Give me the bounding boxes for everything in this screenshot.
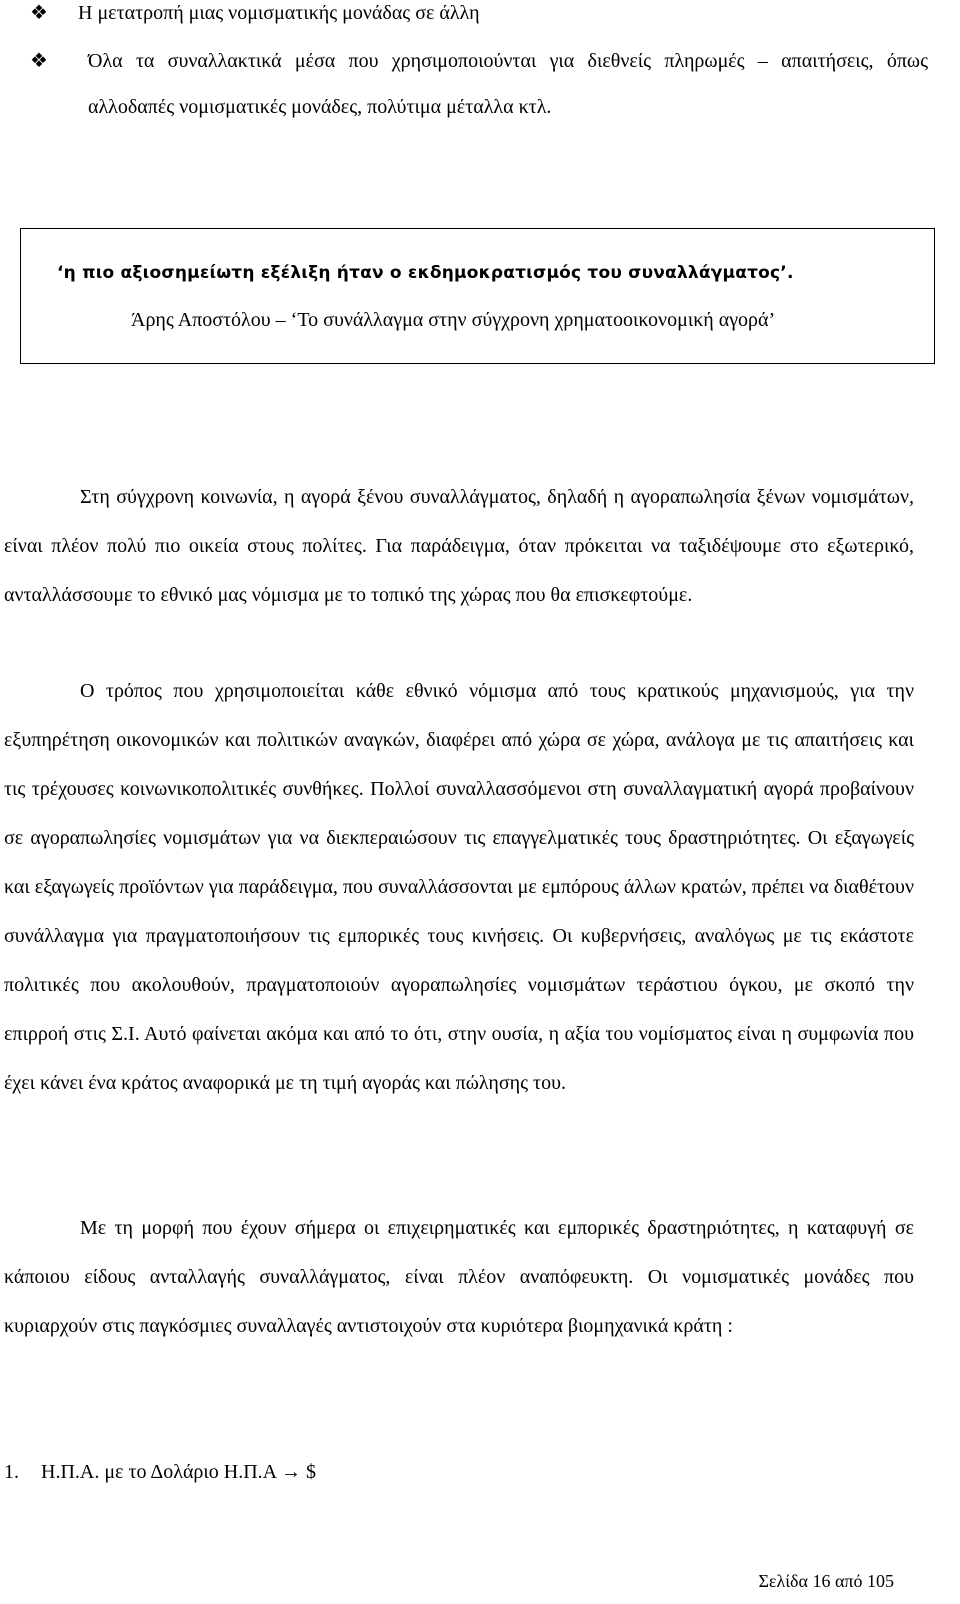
- paragraph-text: Στη σύγχρονη κοινωνία, η αγορά ξένου συναλλάγματος, δηλαδή η αγοραπωλησία ξένων νομισμάτων, είναι πλέον πολύ πιο οικεία στους πολίτες. Για παράδειγμα, όταν πρόκειται να ταξιδέψουμε στο εξωτερικό, ανταλλάσσουμε το εθνικό μας νόμισμα με το τοπικό της χώρας που θα επισκεφτούμε.: [4, 486, 914, 606]
- paragraph: [4, 473, 914, 620]
- quote-source: Άρης Αποστόλου – ‘Το συνάλλαγμα στην σύγχρονη χρηματοοικονομική αγορά’: [131, 309, 776, 331]
- quote-text: ‘η πιο αξιοσημείωτη εξέλιξη ήταν ο εκδημοκρατισμός του συναλλάγματος’.: [57, 263, 794, 283]
- list-number: 1.: [4, 1461, 19, 1483]
- page-footer: Σελίδα 16 από 105: [758, 1571, 894, 1591]
- bullet-item: [30, 0, 928, 36]
- paragraph: [4, 1204, 914, 1351]
- quote-box: [20, 228, 935, 364]
- list-text: Η.Π.Α. με το Δολάριο Η.Π.Α → $: [41, 1461, 317, 1483]
- paragraph: [4, 667, 914, 1108]
- paragraph-text: Με τη μορφή που έχουν σήμερα οι επιχειρηματικές και εμπορικές δραστηριότητες, η καταφυγή σε κάποιου είδους ανταλλαγής συναλλάγματος, είναι πλέον αναπόφευκτη. Οι νομισματικές μονάδες που κυριαρχούν στις παγκόσμιες συναλλαγές αντιστοιχούν στα κυριότερα βιομηχανικά κράτη :: [4, 1217, 914, 1337]
- paragraph-text: Ο τρόπος που χρησιμοποιείται κάθε εθνικό νόμισμα από τους κρατικούς μηχανισμούς, για την εξυπηρέτηση οικονομικών και πολιτικών αναγκών, διαφέρει από χώρα σε χώρα, ανάλογα με τις απαιτήσεις και τις τρέχουσες κοινωνικοπολιτικές συνθήκες. Πολλοί συναλλασσόμενοι στη συναλλαγματική αγορά προβαίνουν σε αγοραπωλησίες νομισμάτων για να διεκπεραιώσουν τις επαγγελματικές τους δραστηριότητες. Οι εξαγωγείς και εξαγωγείς προϊόντων για παράδειγμα, που συναλλάσσονται με εμπόρους άλλων κρατών, πρέπει να διαθέτουν συνάλλαγμα για πραγματοποιήσουν τις εμπορικές τους κινήσεις. Οι κυβερνήσεις, αναλόγως με τις εκάστοτε πολιτικές που ακολουθούν, πραγματοποιούν αγοραπωλησίες νομισμάτων τεράστιου όγκου, με σκοπό την επιρροή στις Σ.Ι. Αυτό φαίνεται ακόμα και από το ότι, στην ουσία, η αξία του νομίσματος είναι η συμφωνία που έχει κάνει ένα κράτος αναφορικά με τη τιμή αγοράς και πώλησης του.: [4, 680, 914, 1094]
- diamond-bullet-icon: ❖: [30, 50, 48, 72]
- bullet-text: Η μετατροπή μιας νομισματικής μονάδας σε άλλη: [78, 2, 480, 24]
- diamond-bullet-icon: ❖: [30, 2, 48, 24]
- list-item: [4, 1452, 316, 1492]
- bullet-item: [30, 38, 928, 130]
- bullet-text: Όλα τα συναλλακτικά μέσα που χρησιμοποιούνται για διεθνείς πληρωμές – απαιτήσεις, όπως αλλοδαπές νομισματικές μονάδες, πολύτιμα μέταλλα κτλ.: [88, 50, 928, 118]
